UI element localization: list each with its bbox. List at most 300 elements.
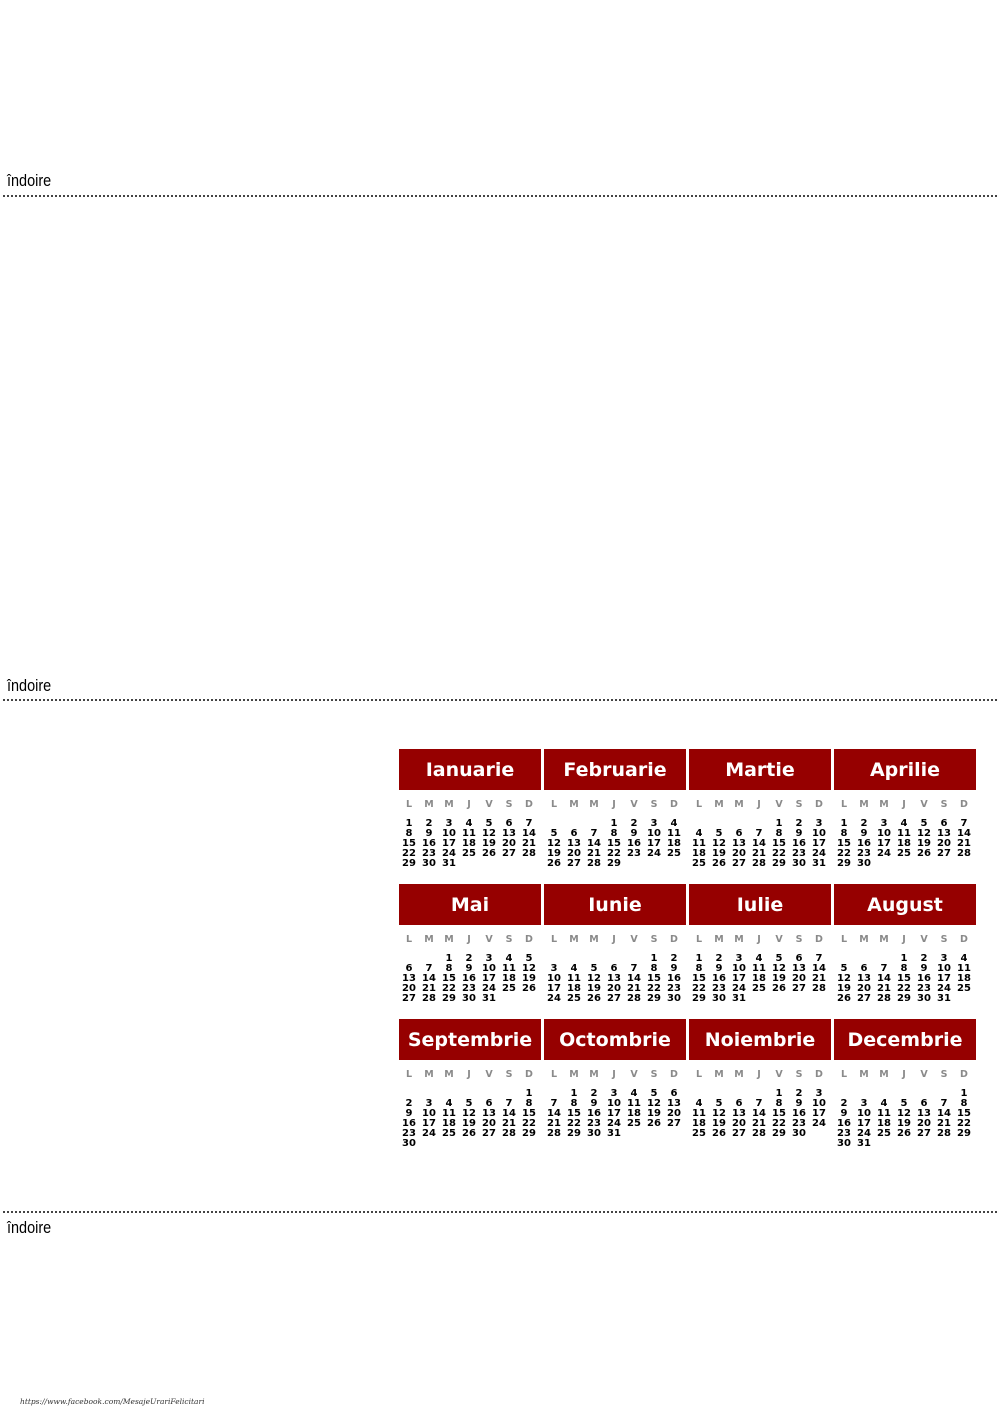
day-number: 16 xyxy=(837,1118,851,1129)
day-grid xyxy=(689,1089,831,1149)
day-number: 2 xyxy=(795,818,803,829)
day-number: 17 xyxy=(482,973,496,984)
day-grid xyxy=(544,1089,686,1149)
day-number: 13 xyxy=(607,973,621,984)
day-number: 11 xyxy=(692,1108,706,1119)
weekday-label: L xyxy=(840,799,848,810)
day-number: 16 xyxy=(712,973,726,984)
day-number: 28 xyxy=(422,993,436,1004)
weekday-label: M xyxy=(714,799,724,810)
day-number: 10 xyxy=(607,1098,621,1109)
day-number: 2 xyxy=(795,1088,803,1099)
day-number: 12 xyxy=(712,838,726,849)
day-number: 20 xyxy=(607,983,621,994)
day-number: 3 xyxy=(880,818,888,829)
day-number: 3 xyxy=(485,953,493,964)
day-grid xyxy=(834,954,976,1014)
day-number: 6 xyxy=(610,963,618,974)
day-number: 11 xyxy=(667,828,681,839)
weekday-label: M xyxy=(879,934,889,945)
day-number: 22 xyxy=(772,1118,786,1129)
month-title: Noiembrie xyxy=(689,1019,831,1060)
day-number: 24 xyxy=(547,993,561,1004)
day-number: 12 xyxy=(837,973,851,984)
day-number: 9 xyxy=(715,963,723,974)
day-number: 18 xyxy=(667,838,681,849)
weekday-label: V xyxy=(630,1069,638,1080)
day-number: 31 xyxy=(607,1128,621,1139)
day-number: 27 xyxy=(567,858,581,869)
day-number: 19 xyxy=(897,1118,911,1129)
day-number: 9 xyxy=(590,1098,598,1109)
weekday-label: M xyxy=(859,1069,869,1080)
weekday-row xyxy=(689,799,831,811)
day-grid xyxy=(834,819,976,879)
day-number: 9 xyxy=(795,828,803,839)
day-number: 9 xyxy=(670,963,678,974)
day-number: 28 xyxy=(877,993,891,1004)
day-number: 29 xyxy=(772,858,786,869)
day-number: 14 xyxy=(547,1108,561,1119)
day-number: 1 xyxy=(695,953,703,964)
day-number: 10 xyxy=(877,828,891,839)
day-number: 1 xyxy=(900,953,908,964)
day-number: 26 xyxy=(647,1118,661,1129)
weekday-label: D xyxy=(525,934,533,945)
day-number: 26 xyxy=(587,993,601,1004)
weekday-label: D xyxy=(670,799,678,810)
day-number: 18 xyxy=(567,983,581,994)
day-number: 13 xyxy=(937,828,951,839)
weekday-label: V xyxy=(920,799,928,810)
day-number: 13 xyxy=(917,1108,931,1119)
fold-label-1: îndoire xyxy=(7,171,52,190)
weekday-label: M xyxy=(424,1069,434,1080)
day-number: 16 xyxy=(627,838,641,849)
day-number: 2 xyxy=(405,1098,413,1109)
day-number: 8 xyxy=(840,828,848,839)
weekday-label: L xyxy=(695,934,703,945)
day-number: 3 xyxy=(815,1088,823,1099)
day-number: 22 xyxy=(607,848,621,859)
weekday-label: L xyxy=(550,799,558,810)
weekday-label: M xyxy=(569,934,579,945)
weekday-row xyxy=(834,934,976,946)
day-number: 15 xyxy=(442,973,456,984)
day-grid xyxy=(399,1089,541,1149)
day-number: 6 xyxy=(505,818,513,829)
day-number: 6 xyxy=(940,818,948,829)
month-septembrie xyxy=(399,1019,541,1149)
weekday-label: S xyxy=(650,799,658,810)
day-number: 27 xyxy=(917,1128,931,1139)
day-number: 1 xyxy=(650,953,658,964)
day-number: 15 xyxy=(772,1108,786,1119)
day-number: 17 xyxy=(857,1118,871,1129)
month-title: Aprilie xyxy=(834,749,976,790)
weekday-label: M xyxy=(734,934,744,945)
day-number: 29 xyxy=(607,858,621,869)
month-title: Ianuarie xyxy=(399,749,541,790)
day-number: 11 xyxy=(877,1108,891,1119)
day-number: 10 xyxy=(547,973,561,984)
day-number: 16 xyxy=(857,838,871,849)
day-number: 24 xyxy=(877,848,891,859)
weekday-label: M xyxy=(879,1069,889,1080)
weekday-label: S xyxy=(650,1069,658,1080)
day-number: 6 xyxy=(735,828,743,839)
day-grid xyxy=(689,954,831,1014)
day-number: 6 xyxy=(485,1098,493,1109)
day-number: 12 xyxy=(712,1108,726,1119)
day-number: 30 xyxy=(857,858,871,869)
day-number: 26 xyxy=(837,993,851,1004)
day-number: 7 xyxy=(755,1098,763,1109)
day-number: 11 xyxy=(897,828,911,839)
day-number: 13 xyxy=(482,1108,496,1119)
day-grid xyxy=(544,819,686,879)
weekday-label: J xyxy=(757,934,761,945)
day-number: 2 xyxy=(630,818,638,829)
month-title: Februarie xyxy=(544,749,686,790)
day-number: 21 xyxy=(957,838,971,849)
day-number: 20 xyxy=(792,973,806,984)
weekday-row xyxy=(399,799,541,811)
day-number: 5 xyxy=(650,1088,658,1099)
day-number: 9 xyxy=(465,963,473,974)
day-number: 25 xyxy=(692,858,706,869)
day-number: 30 xyxy=(462,993,476,1004)
fold-line-3 xyxy=(3,1211,997,1213)
weekday-label: V xyxy=(630,934,638,945)
day-number: 28 xyxy=(522,848,536,859)
day-number: 3 xyxy=(650,818,658,829)
day-number: 3 xyxy=(550,963,558,974)
day-number: 2 xyxy=(860,818,868,829)
day-grid xyxy=(689,819,831,879)
weekday-label: J xyxy=(467,934,471,945)
day-number: 28 xyxy=(937,1128,951,1139)
day-number: 28 xyxy=(547,1128,561,1139)
weekday-label: J xyxy=(612,799,616,810)
day-number: 18 xyxy=(502,973,516,984)
day-number: 31 xyxy=(857,1138,871,1149)
day-number: 8 xyxy=(775,828,783,839)
day-number: 6 xyxy=(795,953,803,964)
weekday-label: J xyxy=(467,1069,471,1080)
day-number: 1 xyxy=(525,1088,533,1099)
day-number: 30 xyxy=(587,1128,601,1139)
weekday-label: V xyxy=(630,799,638,810)
month-mai xyxy=(399,884,541,1014)
month-decembrie xyxy=(834,1019,976,1149)
day-number: 6 xyxy=(860,963,868,974)
day-number: 14 xyxy=(877,973,891,984)
day-number: 27 xyxy=(502,848,516,859)
day-number: 25 xyxy=(567,993,581,1004)
day-number: 28 xyxy=(627,993,641,1004)
weekday-label: M xyxy=(714,934,724,945)
day-number: 24 xyxy=(607,1118,621,1129)
day-number: 3 xyxy=(610,1088,618,1099)
day-number: 29 xyxy=(647,993,661,1004)
day-number: 25 xyxy=(462,848,476,859)
day-number: 9 xyxy=(630,828,638,839)
day-number: 16 xyxy=(667,973,681,984)
day-number: 31 xyxy=(442,858,456,869)
day-number: 13 xyxy=(402,973,416,984)
day-number: 28 xyxy=(957,848,971,859)
weekday-label: M xyxy=(879,799,889,810)
day-number: 14 xyxy=(957,828,971,839)
weekday-label: L xyxy=(405,934,413,945)
day-number: 20 xyxy=(732,1118,746,1129)
day-number: 12 xyxy=(522,963,536,974)
day-number: 13 xyxy=(732,1108,746,1119)
day-number: 30 xyxy=(792,1128,806,1139)
day-number: 28 xyxy=(752,1128,766,1139)
day-number: 31 xyxy=(812,858,826,869)
day-number: 14 xyxy=(627,973,641,984)
day-number: 30 xyxy=(712,993,726,1004)
day-number: 28 xyxy=(812,983,826,994)
day-number: 22 xyxy=(522,1118,536,1129)
day-number: 15 xyxy=(567,1108,581,1119)
day-number: 30 xyxy=(837,1138,851,1149)
weekday-label: M xyxy=(589,934,599,945)
day-number: 23 xyxy=(792,848,806,859)
weekday-label: L xyxy=(405,1069,413,1080)
day-number: 17 xyxy=(877,838,891,849)
day-number: 11 xyxy=(752,963,766,974)
day-number: 5 xyxy=(715,1098,723,1109)
day-number: 4 xyxy=(505,953,513,964)
day-number: 14 xyxy=(587,838,601,849)
day-number: 7 xyxy=(880,963,888,974)
month-iunie xyxy=(544,884,686,1014)
day-number: 14 xyxy=(812,963,826,974)
day-number: 8 xyxy=(775,1098,783,1109)
day-number: 19 xyxy=(647,1108,661,1119)
day-number: 4 xyxy=(445,1098,453,1109)
day-number: 23 xyxy=(792,1118,806,1129)
footer-url: https://www.facebook.com/MesajeUrariFelicitari xyxy=(20,1397,205,1406)
day-number: 4 xyxy=(570,963,578,974)
day-number: 22 xyxy=(567,1118,581,1129)
day-number: 23 xyxy=(667,983,681,994)
weekday-label: M xyxy=(734,1069,744,1080)
day-number: 29 xyxy=(692,993,706,1004)
weekday-label: D xyxy=(670,934,678,945)
day-number: 6 xyxy=(670,1088,678,1099)
day-number: 8 xyxy=(525,1098,533,1109)
day-number: 24 xyxy=(732,983,746,994)
month-august xyxy=(834,884,976,1014)
day-number: 10 xyxy=(732,963,746,974)
day-number: 5 xyxy=(550,828,558,839)
day-number: 7 xyxy=(755,828,763,839)
day-number: 20 xyxy=(917,1118,931,1129)
day-number: 29 xyxy=(837,858,851,869)
day-number: 29 xyxy=(897,993,911,1004)
day-number: 8 xyxy=(445,963,453,974)
day-number: 14 xyxy=(752,1108,766,1119)
day-number: 31 xyxy=(732,993,746,1004)
weekday-label: S xyxy=(795,799,803,810)
day-number: 23 xyxy=(422,848,436,859)
weekday-label: S xyxy=(795,934,803,945)
day-number: 26 xyxy=(712,858,726,869)
month-octombrie xyxy=(544,1019,686,1149)
weekday-label: S xyxy=(505,799,513,810)
day-number: 7 xyxy=(425,963,433,974)
day-number: 20 xyxy=(732,848,746,859)
weekday-row xyxy=(544,934,686,946)
day-number: 2 xyxy=(590,1088,598,1099)
day-number: 11 xyxy=(502,963,516,974)
day-number: 19 xyxy=(462,1118,476,1129)
day-number: 31 xyxy=(937,993,951,1004)
day-number: 27 xyxy=(937,848,951,859)
month-aprilie xyxy=(834,749,976,879)
day-number: 10 xyxy=(482,963,496,974)
weekday-row xyxy=(689,1069,831,1081)
day-number: 17 xyxy=(812,838,826,849)
day-number: 26 xyxy=(772,983,786,994)
weekday-label: V xyxy=(775,799,783,810)
day-number: 2 xyxy=(715,953,723,964)
day-number: 25 xyxy=(692,1128,706,1139)
day-number: 22 xyxy=(442,983,456,994)
day-number: 14 xyxy=(502,1108,516,1119)
day-number: 27 xyxy=(482,1128,496,1139)
day-number: 3 xyxy=(735,953,743,964)
day-number: 13 xyxy=(792,963,806,974)
weekday-label: L xyxy=(550,934,558,945)
fold-line-1 xyxy=(3,195,997,197)
day-number: 21 xyxy=(877,983,891,994)
day-number: 20 xyxy=(857,983,871,994)
day-number: 19 xyxy=(587,983,601,994)
day-number: 29 xyxy=(957,1128,971,1139)
month-iulie xyxy=(689,884,831,1014)
day-number: 11 xyxy=(957,963,971,974)
day-number: 1 xyxy=(405,818,413,829)
day-number: 23 xyxy=(402,1128,416,1139)
day-number: 12 xyxy=(462,1108,476,1119)
day-number: 8 xyxy=(960,1098,968,1109)
day-number: 11 xyxy=(462,828,476,839)
day-number: 21 xyxy=(937,1118,951,1129)
day-number: 15 xyxy=(607,838,621,849)
day-number: 17 xyxy=(812,1108,826,1119)
weekday-label: D xyxy=(960,1069,968,1080)
day-number: 23 xyxy=(587,1118,601,1129)
day-number: 19 xyxy=(772,973,786,984)
weekday-label: D xyxy=(670,1069,678,1080)
day-number: 5 xyxy=(590,963,598,974)
day-number: 24 xyxy=(812,848,826,859)
day-number: 3 xyxy=(860,1098,868,1109)
day-number: 15 xyxy=(647,973,661,984)
day-number: 20 xyxy=(667,1108,681,1119)
day-number: 18 xyxy=(692,1118,706,1129)
day-number: 29 xyxy=(442,993,456,1004)
weekday-label: S xyxy=(505,1069,513,1080)
weekday-label: M xyxy=(444,1069,454,1080)
day-number: 12 xyxy=(772,963,786,974)
day-number: 12 xyxy=(917,828,931,839)
day-number: 23 xyxy=(917,983,931,994)
day-number: 30 xyxy=(667,993,681,1004)
day-number: 21 xyxy=(752,1118,766,1129)
month-ianuarie xyxy=(399,749,541,879)
weekday-label: S xyxy=(505,934,513,945)
day-number: 8 xyxy=(900,963,908,974)
day-number: 22 xyxy=(402,848,416,859)
day-number: 17 xyxy=(647,838,661,849)
day-number: 4 xyxy=(695,828,703,839)
day-number: 23 xyxy=(857,848,871,859)
day-number: 3 xyxy=(815,818,823,829)
fold-label-3: îndoire xyxy=(7,1218,52,1237)
weekday-label: V xyxy=(920,1069,928,1080)
day-number: 15 xyxy=(772,838,786,849)
day-number: 27 xyxy=(792,983,806,994)
month-title: Octombrie xyxy=(544,1019,686,1060)
weekday-label: V xyxy=(775,934,783,945)
month-title: August xyxy=(834,884,976,925)
day-number: 20 xyxy=(482,1118,496,1129)
day-number: 24 xyxy=(937,983,951,994)
day-number: 8 xyxy=(570,1098,578,1109)
day-number: 7 xyxy=(590,828,598,839)
day-number: 18 xyxy=(897,838,911,849)
day-number: 27 xyxy=(402,993,416,1004)
day-number: 23 xyxy=(627,848,641,859)
weekday-row xyxy=(544,1069,686,1081)
month-title: Decembrie xyxy=(834,1019,976,1060)
day-number: 5 xyxy=(920,818,928,829)
weekday-label: L xyxy=(550,1069,558,1080)
day-number: 29 xyxy=(772,1128,786,1139)
day-number: 30 xyxy=(422,858,436,869)
weekday-label: V xyxy=(485,799,493,810)
weekday-label: J xyxy=(902,934,906,945)
day-number: 1 xyxy=(610,818,618,829)
day-number: 21 xyxy=(752,848,766,859)
day-number: 11 xyxy=(567,973,581,984)
day-number: 20 xyxy=(567,848,581,859)
day-number: 16 xyxy=(587,1108,601,1119)
day-number: 10 xyxy=(422,1108,436,1119)
weekday-label: V xyxy=(775,1069,783,1080)
weekday-label: L xyxy=(405,799,413,810)
weekday-label: J xyxy=(757,1069,761,1080)
day-number: 28 xyxy=(502,1128,516,1139)
weekday-row xyxy=(399,1069,541,1081)
day-number: 11 xyxy=(442,1108,456,1119)
day-number: 21 xyxy=(422,983,436,994)
day-number: 10 xyxy=(442,828,456,839)
day-number: 23 xyxy=(462,983,476,994)
day-number: 6 xyxy=(920,1098,928,1109)
day-number: 10 xyxy=(812,828,826,839)
day-number: 13 xyxy=(667,1098,681,1109)
day-number: 12 xyxy=(647,1098,661,1109)
day-number: 19 xyxy=(547,848,561,859)
day-number: 24 xyxy=(812,1118,826,1129)
